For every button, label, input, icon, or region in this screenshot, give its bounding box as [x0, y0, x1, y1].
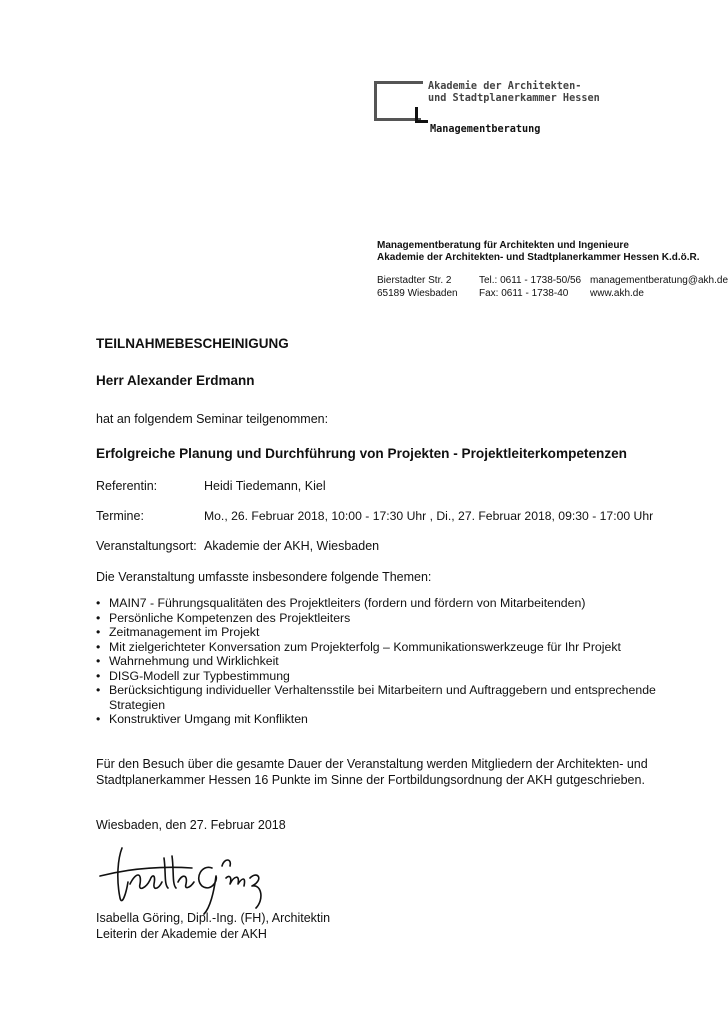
topic-item: • Zeitmanagement im Projekt: [96, 625, 656, 640]
topic-item: • Mit zielgerichteter Konversation zum Projekterfolg – Kommunikationswerkzeuge für Ihr Projekt: [96, 640, 656, 655]
document-heading: TEILNAHMEBESCHEINIGUNG: [96, 336, 289, 351]
signer-role: Leiterin der Akademie der AKH: [96, 927, 267, 941]
intro-text: hat an folgendem Seminar teilgenommen:: [96, 412, 329, 426]
sender-city: 65189 Wiesbaden: [377, 288, 458, 299]
referent-label: Referentin:: [96, 479, 158, 493]
closing-paragraph: [96, 756, 648, 788]
topic-item-continuation: Strategien: [109, 697, 166, 712]
sender-title-1: Managementberatung für Architekten und Ingenieure: [377, 240, 629, 251]
sender-title-2: Akademie der Architekten- und Stadtplanerkammer Hessen K.d.ö.R.: [377, 252, 700, 263]
venue-value: Akademie der AKH, Wiesbaden: [204, 539, 380, 553]
sender-tel: Tel.: 0611 - 1738-50/56: [479, 275, 582, 286]
closing-line-2: Stadtplanerkammer Hessen 16 Punkte im Sinne der Fortbildungsordnung der AKH gutgeschrieben.: [96, 773, 645, 787]
venue-label: Veranstaltungsort:: [96, 539, 197, 553]
topic-item: [96, 683, 656, 712]
logo-corner-mark-h: [415, 120, 428, 123]
topic-list: [96, 596, 656, 727]
seminar-title: Erfolgreiche Planung und Durchführung von Projekten - Projektleiterkompetenzen: [96, 446, 627, 461]
signature-image: [92, 838, 292, 918]
sender-email: managementberatung@akh.de: [590, 275, 728, 286]
sender-web: www.akh.de: [590, 288, 644, 299]
logo-subtitle: Managementberatung: [430, 124, 541, 135]
topic-item-text: Berücksichtigung individueller Verhaltensstile bei Mitarbeitern und Auftraggebern und entsprechende: [109, 683, 656, 697]
topic-item: • Persönliche Kompetenzen des Projektleiters: [96, 611, 656, 626]
topic-item: • MAIN7 - Führungsqualitäten des Projektleiters (fordern und fördern von Mitarbeitenden): [96, 596, 656, 611]
topic-item: • Wahrnehmung und Wirklichkeit: [96, 654, 656, 669]
topic-item: • DISG-Modell zur Typbestimmung: [96, 669, 656, 684]
logo-line-1: Akademie der Architekten-: [428, 81, 582, 92]
signer-name: Isabella Göring, Dipl.-Ing. (FH), Architektin: [96, 911, 331, 925]
sender-street: Bierstadter Str. 2: [377, 275, 452, 286]
recipient-name: Herr Alexander Erdmann: [96, 373, 255, 388]
logo-frame: [374, 81, 421, 121]
logo-line-2: und Stadtplanerkammer Hessen: [428, 93, 600, 104]
termine-label: Termine:: [96, 509, 144, 523]
referent-value: Heidi Tiedemann, Kiel: [204, 479, 326, 493]
place-date: Wiesbaden, den 27. Februar 2018: [96, 818, 286, 832]
termine-value: Mo., 26. Februar 2018, 10:00 - 17:30 Uhr , Di., 27. Februar 2018, 09:30 - 17:00 Uhr: [204, 509, 654, 523]
themes-intro: Die Veranstaltung umfasste insbesondere folgende Themen:: [96, 570, 432, 584]
closing-line-1: Für den Besuch über die gesamte Dauer der Veranstaltung werden Mitgliedern der Architekten- und: [96, 757, 648, 771]
topic-item: • Konstruktiver Umgang mit Konflikten: [96, 712, 656, 727]
sender-fax: Fax: 0611 - 1738-40: [479, 288, 569, 299]
